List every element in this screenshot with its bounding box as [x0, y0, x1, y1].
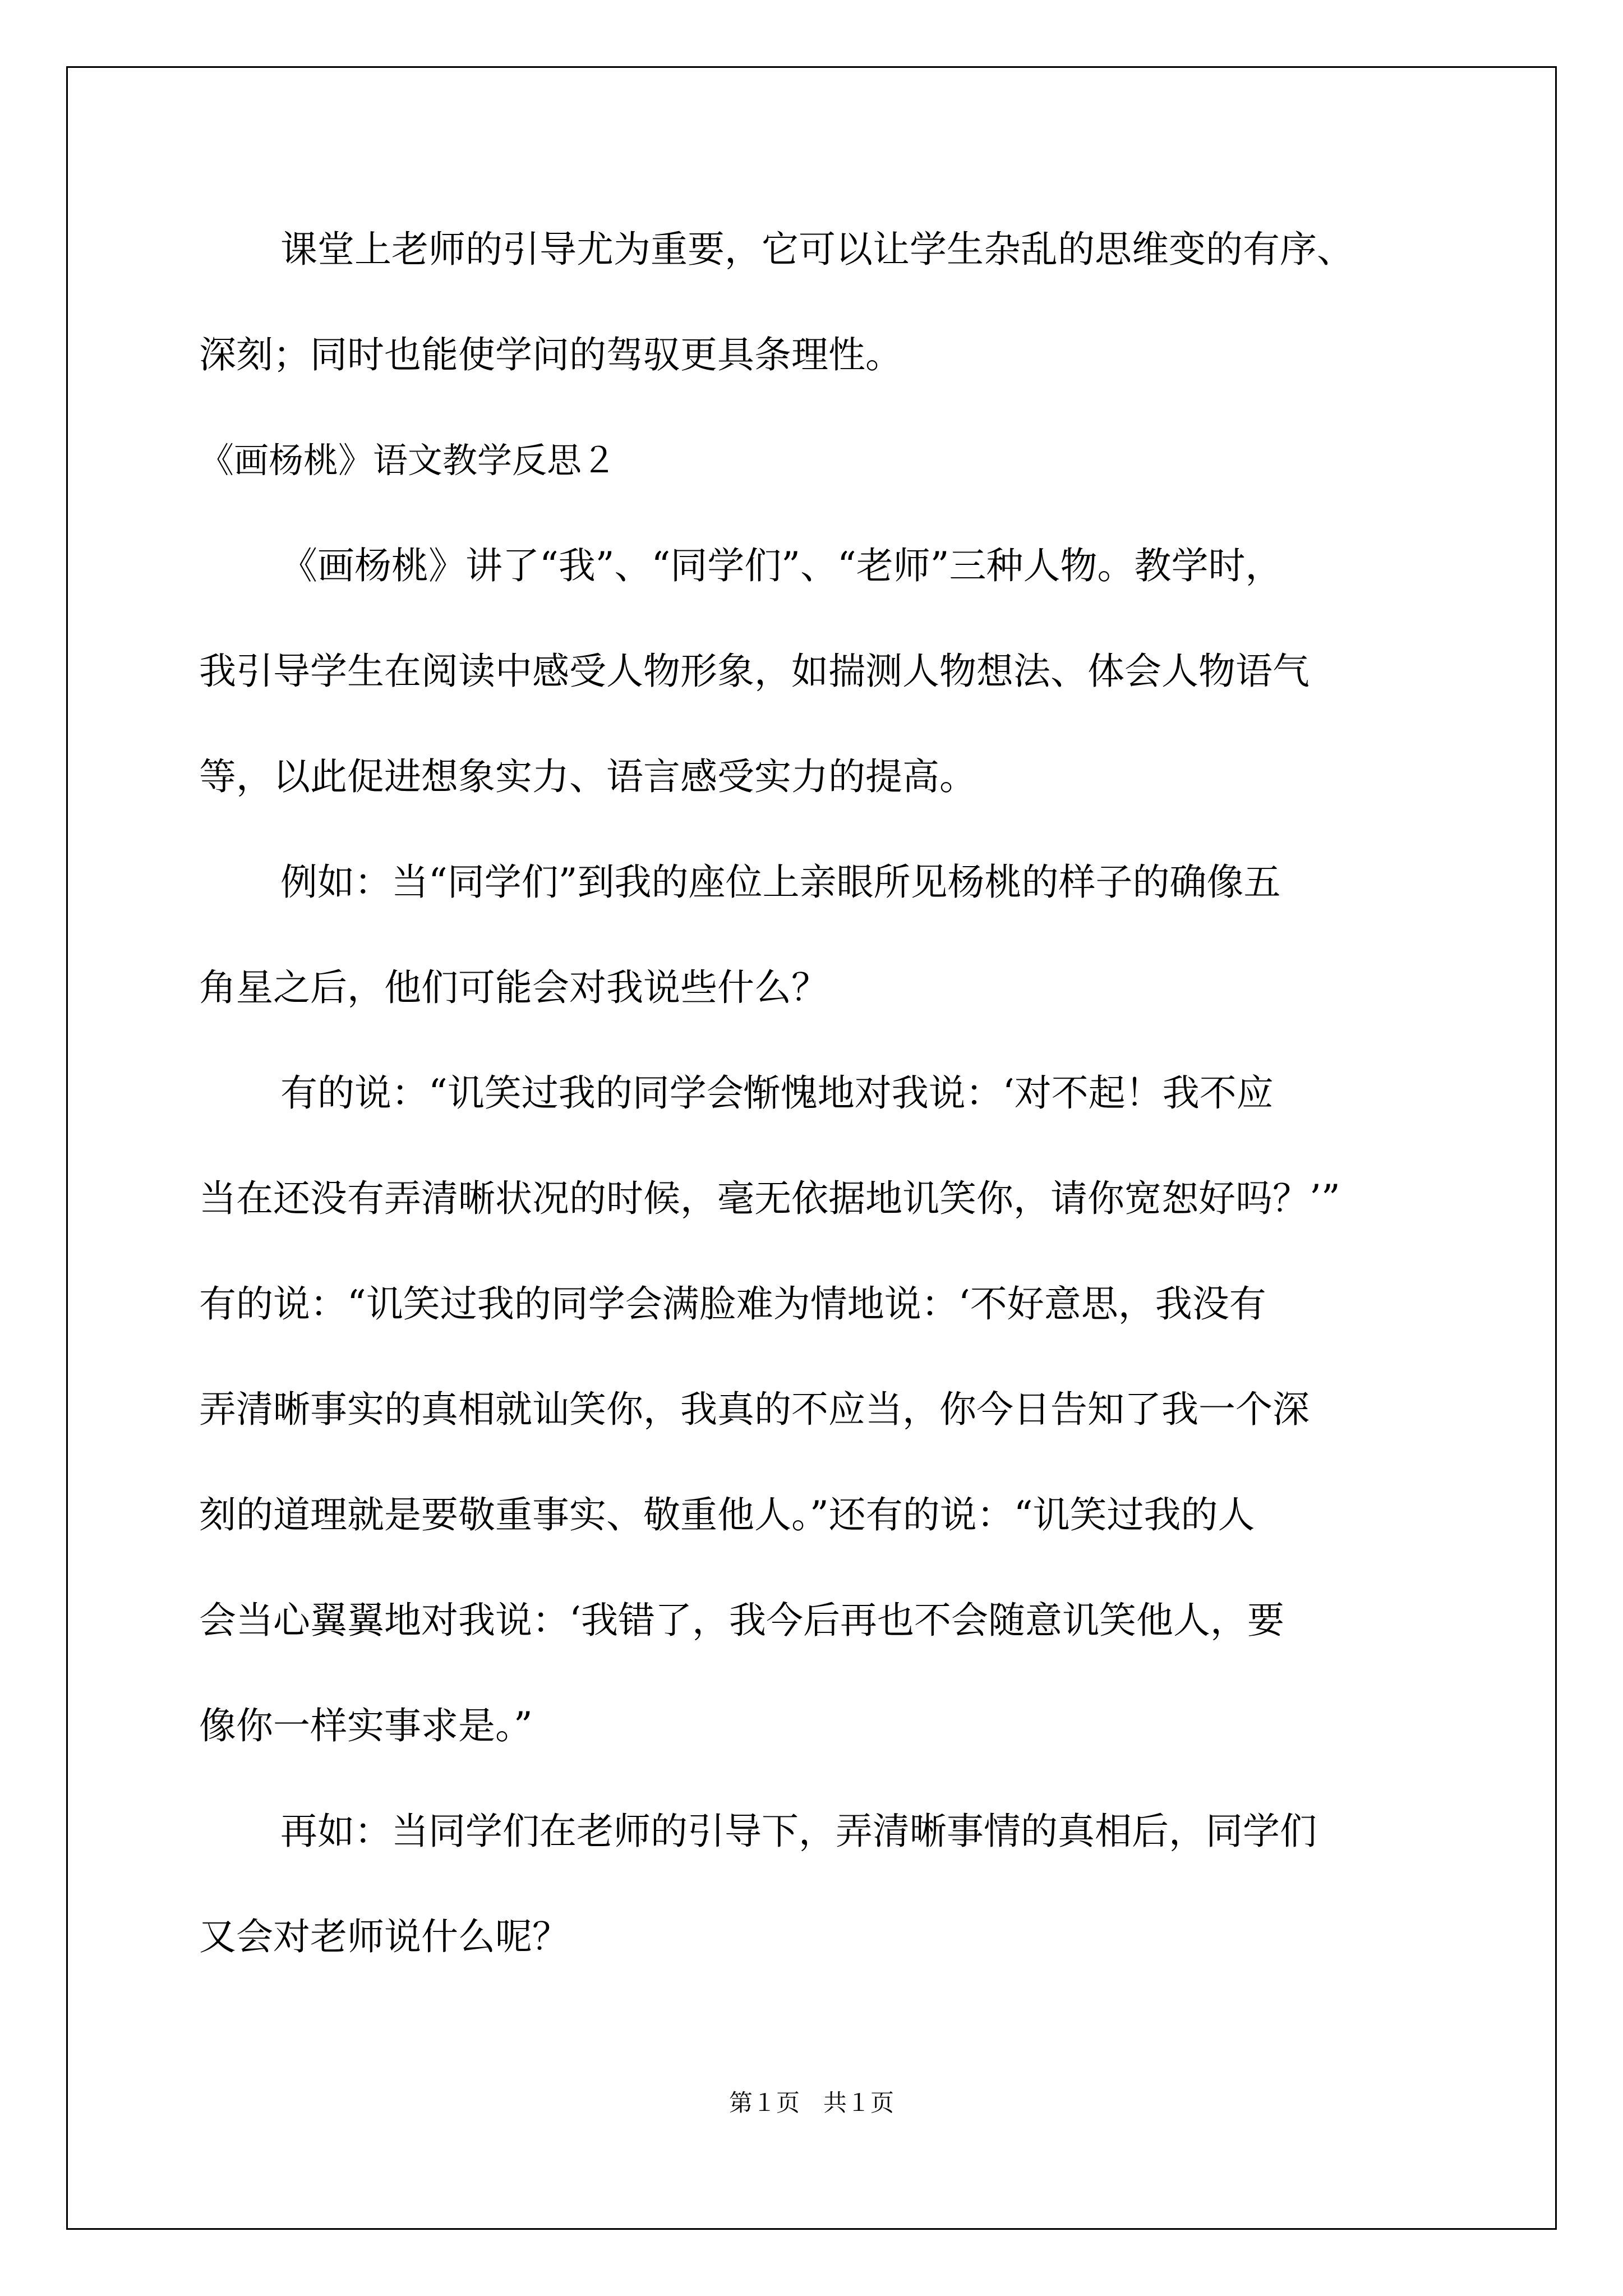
paragraph-characters-line-2: 我引导学生在阅读中感受人物形象，如揣测人物想法、体会人物语气 [199, 650, 1310, 693]
paragraph-example-line-1: 例如：当“同学们”到我的座位上亲眼所见杨桃的样子的确像五 [280, 861, 1281, 904]
paragraph-answers-line-4: 弄清晰事实的真相就讪笑你，我真的不应当，你今日告知了我一个深 [199, 1388, 1310, 1431]
paragraph-intro-line-2: 深刻；同时也能使学问的驾驭更具条理性。 [199, 333, 902, 376]
paragraph-answers-line-1: 有的说：“讥笑过我的同学会惭愧地对我说：‘对不起！我不应 [280, 1071, 1274, 1115]
section-heading: 《画杨桃》语文教学反思２ [199, 440, 617, 481]
page-number-footer: 第１页 共１页 [728, 2089, 894, 2116]
paragraph-characters-line-3: 等，以此促进想象实力、语言感受实力的提高。 [199, 755, 976, 798]
paragraph-characters-line-1: 《画杨桃》讲了“我”、“同学们”、“老师”三种人物。教学时， [280, 544, 1283, 587]
page-border [66, 66, 1557, 2230]
paragraph-answers-line-3: 有的说：“讥笑过我的同学会满脸难为情地说：‘不好意思，我没有 [199, 1282, 1266, 1326]
paragraph-example-line-2: 角星之后，他们可能会对我说些什么？ [199, 966, 828, 1009]
paragraph-second-example-line-2: 又会对老师说什么呢？ [199, 1915, 569, 1958]
paragraph-answers-line-7: 像你一样实事求是。” [199, 1704, 533, 1747]
paragraph-second-example-line-1: 再如：当同学们在老师的引导下，弄清晰事情的真相后，同学们 [280, 1810, 1317, 1853]
paragraph-answers-line-6: 会当心翼翼地对我说：‘我错了，我今后再也不会随意讥笑他人，要 [199, 1599, 1284, 1642]
paragraph-intro-line-1: 课堂上老师的引导尤为重要，它可以让学生杂乱的思维变的有序、 [280, 228, 1354, 271]
paragraph-answers-line-5: 刻的道理就是要敬重事实、敬重他人。”还有的说：“讥笑过我的人 [199, 1493, 1255, 1536]
paragraph-answers-line-2: 当在还没有弄清晰状况的时候，毫无依据地讥笑你，请你宽恕好吗？’” [199, 1177, 1340, 1220]
